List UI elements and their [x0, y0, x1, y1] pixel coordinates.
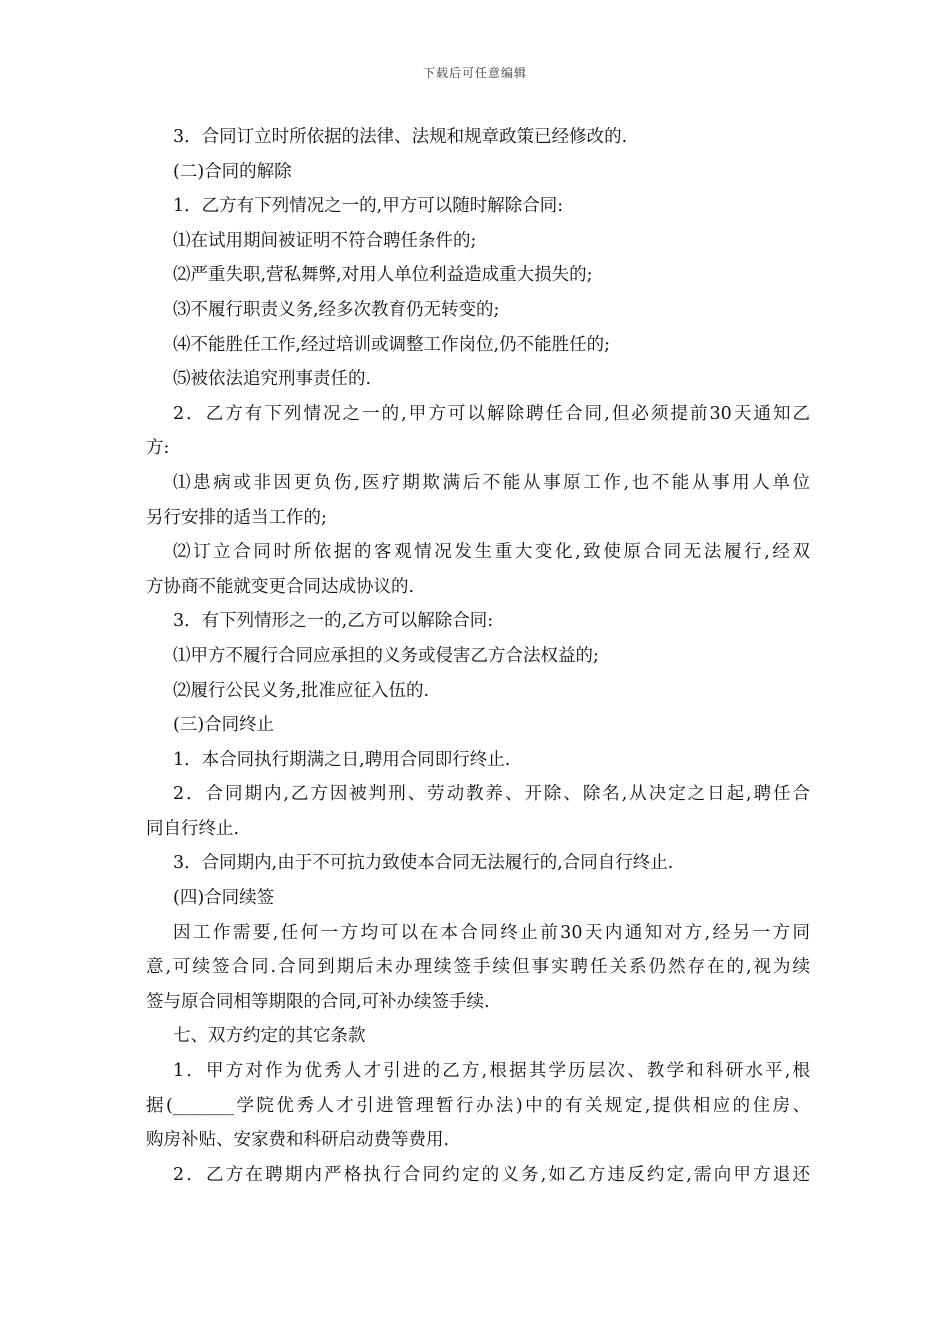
text-line: 1．甲方对作为优秀人才引进的乙方,根据其学历层次、教学和科研水平,根 [173, 1061, 810, 1082]
text-line: 据(_______学院优秀人才引进管理暂行办法)中的有关规定,提供相应的住房、 [146, 1095, 810, 1116]
text-line: 因工作需要,任何一方均可以在本合同终止前30天内通知对方,经另一方同 [173, 922, 810, 943]
list-item: ⑴甲方不履行合同应承担的义务或侵害乙方合法权益的; [173, 645, 599, 666]
text-line: 同自行终止. [146, 818, 240, 839]
list-item: ⑷不能胜任工作,经过培训或调整工作岗位,仍不能胜任的; [173, 334, 611, 355]
list-item: ⑸被依法追究刑事责任的. [173, 369, 372, 390]
text-line: 意,可续签合同.合同到期后未办理续签手续但事实聘任关系仍然存在的,视为续 [146, 957, 810, 978]
section-heading: (四)合同续签 [173, 888, 275, 909]
page-header: 下载后可任意编辑 [422, 66, 527, 80]
section-heading: 七、双方约定的其它条款 [173, 1026, 366, 1047]
text-line: 3．有下列情形之一的,乙方可以解除合同: [173, 611, 494, 632]
text-line: 2．乙方在聘期内严格执行合同约定的义务,如乙方违反约定,需向甲方退还 [173, 1164, 810, 1185]
list-item: ⑶不履行职责义务,经多次教育仍无转变的; [173, 299, 500, 320]
text-line: 2．合同期内,乙方因被判刑、劳动教养、开除、除名,从决定之日起,聘任合 [173, 784, 810, 805]
list-item: ⑴在试用期间被证明不符合聘任条件的; [173, 230, 477, 251]
list-item: 方协商不能就变更合同达成协议的. [146, 576, 415, 597]
text-line: 3．合同期内,由于不可抗力致使本合同无法履行的,合同自行终止. [173, 853, 674, 874]
text-line: 方: [146, 438, 170, 459]
text-line: 1．本合同执行期满之日,聘用合同即行终止. [173, 749, 511, 770]
text-line: 1．乙方有下列情况之一的,甲方可以随时解除合同: [173, 196, 564, 217]
list-item: ⑵履行公民义务,批准应征入伍的. [173, 680, 430, 701]
section-heading: (三)合同终止 [173, 715, 275, 736]
list-item: ⑵严重失职,营私舞弊,对用人单位利益造成重大损失的; [173, 265, 593, 286]
text-line: 2．乙方有下列情况之一的,甲方可以解除聘任合同,但必须提前30天通知乙 [173, 403, 810, 424]
text-line: 购房补贴、安家费和科研启动费等费用. [146, 1130, 450, 1151]
list-item: 另行安排的适当工作的; [146, 507, 327, 528]
section-heading: (二)合同的解除 [173, 161, 292, 182]
contract-body [146, 120, 810, 1192]
list-item: ⑵订立合同时所依据的客观情况发生重大变化,致使原合同无法履行,经双 [173, 542, 810, 563]
list-item: ⑴患病或非因更负伤,医疗期欺满后不能从事原工作,也不能从事用人单位 [173, 472, 810, 493]
text-line: 签与原合同相等期限的合同,可补办续签手续. [146, 991, 490, 1012]
text-line: 3．合同订立时所依据的法律、法规和规章政策已经修改的. [173, 127, 628, 147]
